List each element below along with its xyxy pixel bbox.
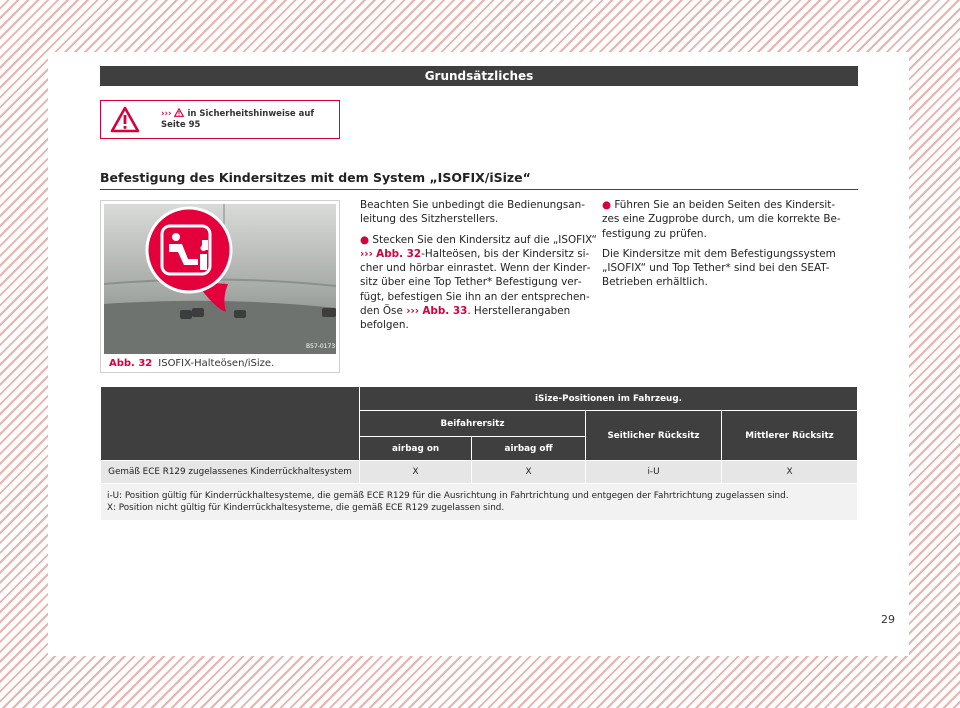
paragraph-insert-seat: ● Stecken Sie den Kindersitz auf die „ISOFIX“ ››› Abb. 32-Halteösen, bis der Kindersitz sicher und hörbar einrastet. Wenn der Kindersitz über eine Top Tether* Befestigung verfügt, befestigen Sie ihn an der entsprechenden Öse ››› Abb. 33. Herstellerangaben befolgen.: [360, 233, 597, 332]
paragraph-pull-test: ● Führen Sie an beiden Seiten des Kindersitzes eine Zugprobe durch, um die korrekte Befestigung zu prüfen.: [602, 199, 841, 240]
bullet-icon: ●: [602, 199, 612, 211]
warning-triangle-icon: [110, 106, 140, 133]
paragraph-instructions: Beachten Sie unbedingt die Bedienungsanleitung des Sitzherstellers.: [360, 199, 585, 226]
warning-text: in Sicherheitshinweise auf Seite 95: [161, 109, 315, 130]
bullet-icon: ●: [360, 233, 370, 246]
figure-caption-text: ISOFIX-Halteösen/iSize.: [158, 358, 275, 369]
small-warning-icon: [174, 108, 184, 117]
figure-isofix: [100, 200, 340, 373]
link-abb-33[interactable]: Abb. 33: [422, 305, 468, 318]
table-notes: [101, 484, 858, 521]
figure-caption: [109, 358, 274, 369]
section-title: Befestigung des Kindersitzes mit dem System „ISOFIX/iSize“: [100, 170, 531, 185]
table-notes-row: [101, 484, 858, 521]
col-header-airbag-off: airbag off: [472, 437, 586, 461]
col-header-mittlerer-ruecksitz: Mittlerer Rücksitz: [722, 411, 858, 461]
text-column-1: [360, 198, 600, 339]
cell-airbag-on: X: [360, 461, 472, 484]
col-header-seitlicher-ruecksitz: Seitlicher Rücksitz: [586, 411, 722, 461]
note-x: X: Position nicht gültig für Kinderrückhaltesysteme, die gemäß ECE R129 zugelassen sind.: [107, 503, 505, 513]
table-group-header: iSize-Positionen im Fahrzeug.: [360, 387, 858, 411]
page-number: 29: [881, 613, 895, 626]
figure-code: B57-0173: [306, 343, 336, 350]
text-column-2: [602, 198, 842, 296]
row-label: Gemäß ECE R129 zugelassenes Kinderrückhaltesystem: [101, 461, 360, 484]
col-header-airbag-on: airbag on: [360, 437, 472, 461]
col-header-beifahrersitz: Beifahrersitz: [360, 411, 586, 437]
figure-number: Abb. 32: [109, 358, 153, 369]
warning-reference[interactable]: [161, 108, 336, 131]
isize-positions-table: [100, 386, 858, 521]
paragraph-availability: Die Kindersitze mit dem Befestigungssystem „ISOFIX“ und Top Tether* sind bei den SEAT-Betrieben erhältlich.: [602, 247, 836, 289]
table-corner: [101, 387, 360, 461]
page-header: Grundsätzliches: [100, 66, 858, 86]
section-divider: [100, 189, 858, 190]
note-i-u: i-U: Position gültig für Kinderrückhaltesysteme, die gemäß ECE R129 für die Ausrichtung in Fahrtrichtung und entgegen der Fahrtrichtung zugelassen sind.: [107, 491, 789, 501]
reference-arrows: ›››: [161, 109, 172, 119]
warning-box: [100, 100, 340, 139]
link-abb-32[interactable]: Abb. 32: [376, 247, 422, 260]
cell-seitlicher: i-U: [586, 461, 722, 484]
cell-mittlerer: X: [722, 461, 858, 484]
isofix-seat-illustration: [104, 204, 336, 354]
table-row: [101, 461, 858, 484]
manual-page: [48, 52, 909, 656]
cell-airbag-off: X: [472, 461, 586, 484]
